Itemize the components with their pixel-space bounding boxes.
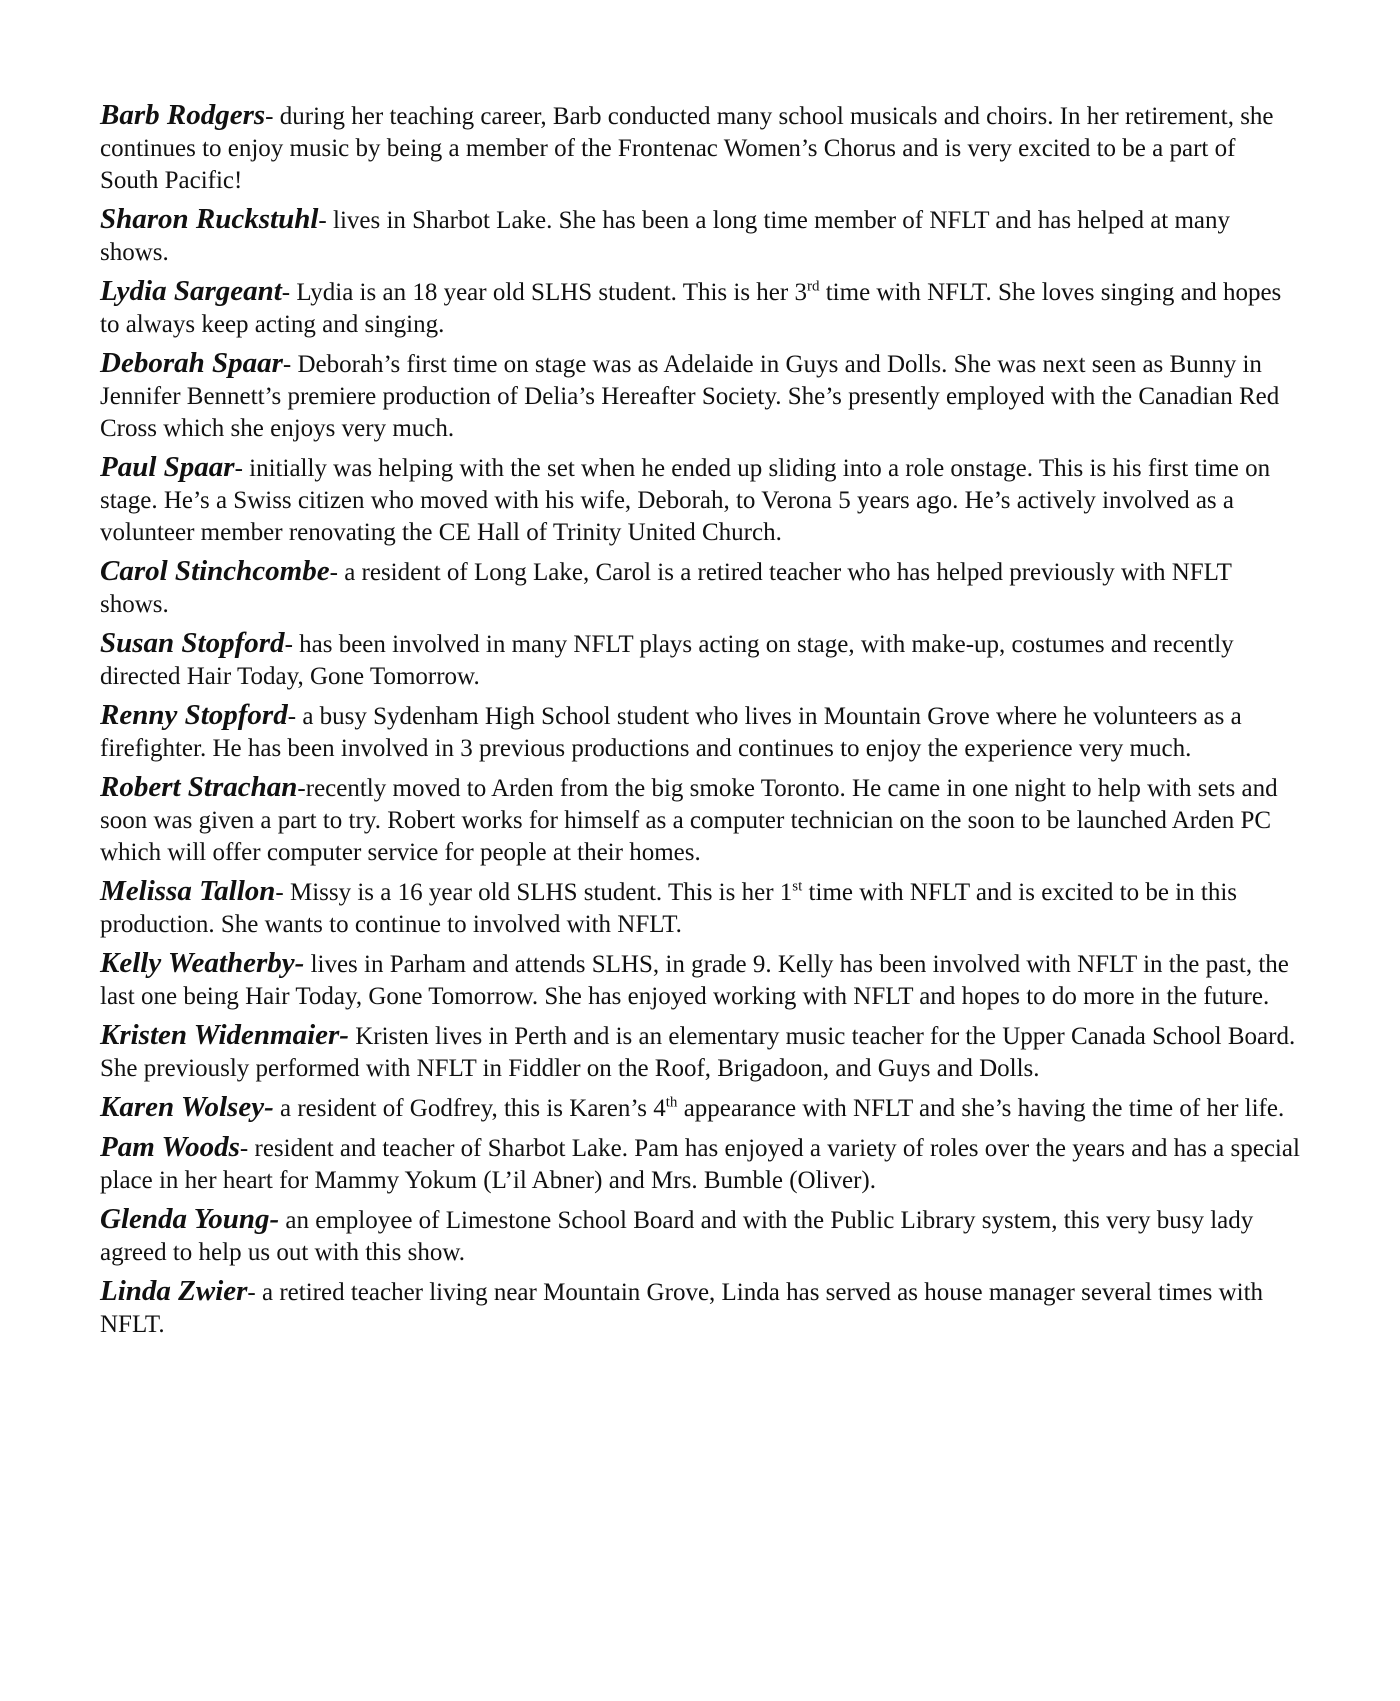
bio-name: Kelly Weatherby- [100,947,305,979]
bio-name: Lydia Sargeant [100,275,282,307]
bio-text: resident and teacher of Sharbot Lake. Pam has enjoyed a variety of roles over the years and has a special place in her heart for Mammy Yokum (L’il Abner) and Mrs. Bumble (Oliver). [100,1135,1300,1194]
bio-name: Pam Woods [100,1131,240,1163]
bio-text: a busy Sydenham High School student who lives in Mountain Grove where he volunteers as a firefighter. He has been involved in 3 previous productions and continues to enjoy the experience very much. [100,703,1242,762]
bio-name: Deborah Spaar [100,347,283,379]
bio-entry [100,347,1300,445]
bio-text-continued: appearance with NFLT and she’s having the time of her life. [677,1095,1285,1122]
bio-text: Lydia is an 18 year old SLHS student. This is her 3 [290,279,807,306]
bio-entry [100,451,1300,549]
bio-separator: - [284,631,293,658]
bio-name: Linda Zwier [100,1275,248,1307]
bio-separator: - [275,879,284,906]
bio-entry [100,875,1300,941]
bio-separator: - [265,103,274,130]
bio-separator: - [318,207,327,234]
bio-text: lives in Parham and attends SLHS, in grade 9. Kelly has been involved with NFLT in the past, the last one being Hair Today, Gone Tomorrow. She has enjoyed working with NFLT and hopes to do more in the future. [100,951,1289,1010]
bio-entry [100,555,1300,621]
bio-text: a resident of Long Lake, Carol is a retired teacher who has helped previously with NFLT shows. [100,559,1232,618]
bio-text: a resident of Godfrey, this is Karen’s 4 [273,1095,666,1122]
bio-entry [100,699,1300,765]
bio-name: Melissa Tallon [100,875,276,907]
bio-separator: - [234,455,243,482]
bio-name: Kristen Widenmaier- [100,1019,349,1051]
bio-name: Paul Spaar [100,451,235,483]
bio-separator: - [239,1135,249,1162]
bio-text: Deborah’s first time on stage was as Adelaide in Guys and Dolls. She was next seen as Bunny in Jennifer Bennett’s premiere production of Delia’s Hereafter Society. She’s presently employed with the Canadian Red Cross which she enjoys very much. [100,351,1280,442]
bio-entry [100,275,1300,341]
bio-entry [100,771,1300,869]
bio-name: Susan Stopford [100,627,285,659]
bio-text: recently moved to Arden from the big smoke Toronto. He came in one night to help with sets and soon was given a part to try. Robert works for himself as a computer technician on the soon to be launched Arden PC which will offer computer service for people at their homes. [100,775,1278,866]
bio-text-continued: time with NFLT. She loves singing and hopes to always keep acting and singing. [100,279,1282,338]
bio-text: lives in Sharbot Lake. She has been a long time member of NFLT and has helped at many shows. [100,207,1231,266]
bio-text-continued: time with NFLT and is excited to be in this production. She wants to continue to involved with NFLT. [100,879,1237,938]
bio-name: Carol Stinchcombe [100,555,330,587]
bio-separator: - [287,703,297,730]
bio-separator: - [329,559,338,586]
bio-entry [100,99,1300,197]
ordinal-suffix: st [792,878,803,895]
bio-text: Missy is a 16 year old SLHS student. This is her 1 [283,879,793,906]
bio-entry [100,1275,1300,1341]
bio-separator: - [297,775,306,802]
bio-entry [100,1091,1300,1125]
bio-name: Robert Strachan [100,771,298,803]
bio-entry [100,1019,1300,1085]
ordinal-suffix: th [665,1094,678,1111]
bio-separator: - [281,279,291,306]
bio-entry [100,627,1300,693]
bio-entry [100,1203,1300,1269]
bio-entry [100,1131,1300,1197]
bio-text: an employee of Limestone School Board and with the Public Library system, this very busy lady agreed to help us out with this show. [100,1207,1254,1266]
bio-entry [100,203,1300,269]
bio-name: Sharon Ruckstuhl [100,203,319,235]
bio-name: Renny Stopford [100,699,288,731]
bio-text: a retired teacher living near Mountain Grove, Linda has served as house manager several times with NFLT. [100,1279,1264,1338]
bio-text: has been involved in many NFLT plays acting on stage, with make-up, costumes and recently directed Hair Today, Gone Tomorrow. [100,631,1234,690]
bio-separator: - [282,351,292,378]
bio-text: during her teaching career, Barb conducted many school musicals and choirs. In her retirement, she continues to enjoy music by being a member of the Frontenac Women’s Chorus and is very excited to be a part of South Pacific! [100,103,1274,194]
bio-name: Barb Rodgers [100,99,266,131]
ordinal-suffix: rd [806,278,820,295]
bio-text: initially was helping with the set when he ended up sliding into a role onstage. This is his first time on stage. He’s a Swiss citizen who moved with his wife, Deborah, to Verona 5 years ago. He’s actively involved as a volunteer member renovating the CE Hall of Trinity United Church. [100,455,1271,546]
bio-separator: - [247,1279,256,1306]
bio-entry [100,947,1300,1013]
bio-name: Glenda Young- [100,1203,280,1235]
bio-name: Karen Wolsey- [100,1091,274,1123]
bio-list [100,99,1300,1347]
bio-text: Kristen lives in Perth and is an elementary music teacher for the Upper Canada School Board. She previously performed with NFLT in Fiddler on the Roof, Brigadoon, and Guys and Dolls. [100,1023,1296,1082]
